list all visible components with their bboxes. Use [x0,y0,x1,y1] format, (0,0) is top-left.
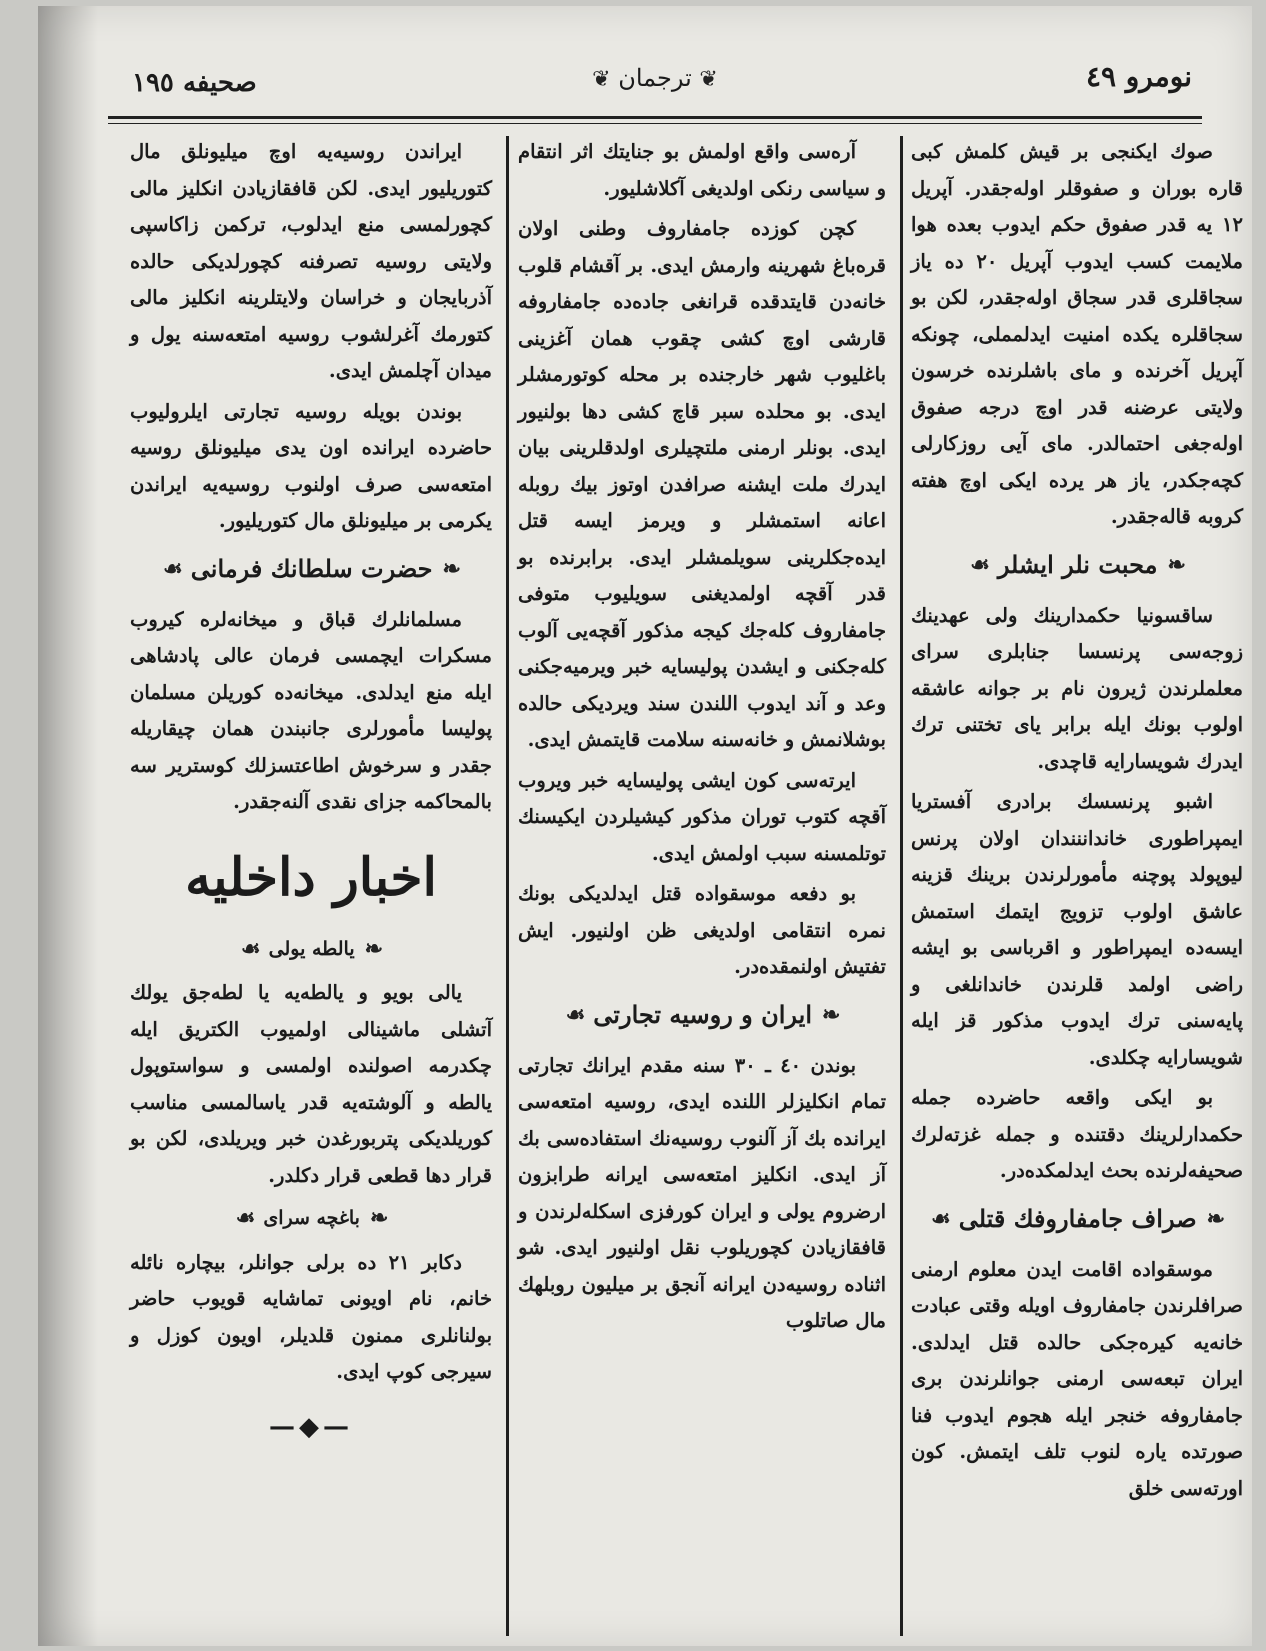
page-number: صحيفه ١٩٥ [132,68,257,98]
paragraph: صوك ايكنجى بر قيش كلمش كبى قاره بوران و صفوقلر اوله‌جقدر. آپريل ١٢ يه قدر صفوق حكم ايدوب بعده هوا ملايمت كسب ايدوب آپريل ٢٠ ده ياز سجاقلرى قدر سجاق اوله‌جقدر، لكن بو سجاقلره يكده امنيت ايدلمملى، چونكه آپريل آخرنده و ماى باشلرنده خرسون ولايتى عرضنه قدر اوچ درجه صفوق اوله‌جغى احتمالدر. ماى آيى روزكارلى كچه‌جكدر، ياز هر يرده ايكى اوچ هفته كروبه قاله‌جقدر. [911,140,1243,528]
paragraph: بوندن ٤٠ ـ ٣٠ سنه مقدم ايرانك تجارتى تمام انكليزلر اللنده ايدى، روسيه امتعه‌سى ايرانده بك آز آلنوب روسيه‌نك استفاده‌سى بك آز ايدى. انكليز امتعه‌سى ايرانه طرابزون ارضروم يولى و ايران كورفزى اسكله‌لرندن و قافقازيادن كچوريلوب نقل اولنيور ايدى. شو اثناده روسيه‌دن ايرانه آنجق بر ميليون روبلهك مال صاتلوب [518,1053,886,1332]
subsection-heading [130,931,492,968]
header-rule [108,116,1202,119]
paragraph: آره‌سى واقع اولمش بو جنايتك اثر انتقام و سياسى رنكى اولديغى آكلاشليور. [518,140,886,200]
section-heading [518,1000,886,1030]
masthead [98,54,1212,114]
fleuron-icon: ☙ [970,551,988,578]
newspaper-title-text: ترجمان [618,64,692,92]
heading-text: حضرت سلطانك فرمانى [190,553,433,583]
subsection-heading [130,1200,492,1237]
fleuron-icon: ❧ [822,1001,839,1028]
paragraph: يالى بويو و يالطه‌يه يا لطه‌جق يولك آتشلى ماشينالى اولميوب الكتريق ايله چكدرمه اصولنده اولمسى و سواستوپول يالطه و آلوشته‌يه قدر ياسالمسى مناسب كوريلديكى پتربورغدن خبر ويريلدى، لكن بو قرار دها قطعى قرار دكلدر. [130,981,492,1187]
paragraph: ايرته‌سى كون ايشى پوليسايه خبر ويروب آقچه كتوب توران مذكور كيشيلردن ايكيسنك توتلمسنه سبب اولمش ايدى. [518,768,886,865]
paragraph: بو ايكى واقعه حاضرده جمله حكمدارلرينك دقتنده و جمله غزته‌لرك صحيفه‌لرنده بحث ايدلمكده‌در. [911,1086,1243,1182]
column-right [911,134,1243,1634]
fleuron-icon: ☙ [930,1205,949,1232]
subheading-text: باغچه سراى [263,1207,360,1229]
heading-text: ايران و روسيه تجارتى [593,999,812,1029]
fleuron-icon: ☙ [240,935,259,962]
paragraph: بو دفعه موسقواده قتل ايدلديكى بونك نمره انتقامى اولديغى ظن اولنيور. ايش تفتيش اولنمقده‌در. [518,882,886,978]
heading-text: صراف جامفاروفك قتلى [958,1203,1197,1233]
column-divider [900,136,903,1636]
heading-text: محبت نلر ايشلر [997,549,1158,579]
paragraph: دكابر ٢١ ده برلى جوانلر، بيچاره نائله خانم، نام اويونى تماشايه قويوب حاضر بولنانلرى ممنون قلديلر، اويون كوزل و سيرجى كوپ ايدى. [130,1250,492,1383]
section-heading [911,1204,1243,1234]
newspaper-title [592,64,718,92]
column-middle [518,134,886,1634]
fleuron-icon: ❦ [699,67,718,92]
paragraph: ايراندن روسيه‌يه اوچ ميليونلق مال كتوريليور ايدى. لكن قافقازيادن انكليز مالى كچورلمسى منع ايدلوب، تركمن زاكاسپى ولايتى روسيه تصرفنه كچورلديكى حالده آذربايجان و خراسان ولايتلرينه انكليز مالى كتورمك آغرلشوب روسيه امتعه‌سنه يول و ميدان آچلمش ايدى. [130,140,492,382]
newspaper-page [38,6,1252,1646]
fleuron-icon: ❧ [442,555,459,582]
diamond-rule-icon: —◆— [269,1411,353,1442]
fleuron-icon: ☙ [565,1001,584,1028]
column-divider [506,136,509,1636]
paragraph: كچن كوزده جامفاروف وطنى اولان قره‌باغ شهرينه وارمش ايدى. بر آقشام قلوب خانه‌دن قايتدقده قرانغى جاده‌ده جامفاروفه قارشى اوچ كشى چقوب همان آغزينى باغليوب شهر خارجنده بر محله كوتورمشلر ايدى. بو محلده سبر قاچ كشى دها بولنيور ايدى. بونلر ارمنى ملتچيلرى اولدقلرينى بيان ايدرك ملت ايشنه صرافدن اوتوز بيك روبله اعانه استمشلر و ويرمز ايسه قتل ايده‌جكلرينى سويلمشلر ايدى. برابرنده بو قدر آقچه اولمديغنى سويليوب متوفى جامفاروف كله‌جك كيجه مذكور آقچه‌يى آلوب كله‌جكنى و ايشدن پوليسايه خبر ويرميه‌جكنى وعد و آند ايدوب اللندن سند ويرديكى حالده بوشلانمش و خانه‌سنه سلامت قايتمش ايدى. [518,217,886,751]
section-heading [911,550,1243,580]
fleuron-icon: ❧ [364,935,382,962]
binding-shadow [38,6,98,1646]
paragraph: مسلمانلرك قباق و ميخانه‌لره كيروب مسكرات ايچمسى فرمان عالى پادشاهى ايله منع ايدلدى. ميخانه‌ده كوريلن مسلمان پوليسا مأمورلرى جانبندن همان چيقاريله جقدر و سرخوش اطاعتسزلك كوسترير سه بالمحاكمه جزاى نقدى آلنه‌جقدر. [130,607,492,813]
fleuron-icon: ☙ [235,1205,254,1231]
issue-number: نومرو ٤٩ [1085,60,1192,93]
column-left [130,134,492,1634]
header-rule [108,123,1202,124]
fleuron-icon: ❧ [1206,1205,1224,1232]
section-heading [130,554,492,584]
fleuron-icon: ❧ [1167,551,1184,578]
fleuron-icon: ❧ [369,1205,387,1231]
paragraph: موسقواده اقامت ايدن معلوم ارمنى صرافلرندن جامفاروف اويله وقتى عبادت خانه‌يه كيره‌جكى حالده قتل ايدلدى. ايران تبعه‌سى ارمنى جوانلرندن برى جامفاروفه خنجر ايله هجوم ايدوب فنا صورتده ياره لنوب تلف ايتمش. كون اورته‌سى خلق [911,1257,1243,1500]
paragraph: اشبو پرنسسك برادرى آفستريا ايمپراطورى خانداننندان اولان پرنس ليوپولد پوچنه مأمورلرندن برينك قزينه عاشق اولوب تزويج ايتمك استمش ايسه‌ده ايمپراطور و اقرباسى بو ايشه راضى اولمد قلرندن خاندانلغى و پايه‌سنى ترك ايدوب مذكور قز ايله شويسارايه چكلدى. [911,790,1243,1069]
subheading-text: يالطه يولى [268,937,355,960]
paragraph: ساقسونيا حكمدارينك ولى عهدينك زوجه‌سى پرنسسا جنابلرى سراى معلملرندن ژيرون نام بر جوانه عاشقه اولوب بونك ايله برابر ياى تختنى ترك ايدرك شويسارايه قاچدى. [911,603,1243,773]
section-banner: اخبار داخليه [185,846,437,908]
fleuron-icon: ☙ [163,555,181,582]
paragraph: بوندن بويله روسيه تجارتى ايلروليوب حاضرده ايرانده اون يدى ميليونلق روسيه امتعه‌سى صرف اولنوب روسيه‌يه ايراندن يكرمى بر ميليونلق مال كتوريليور. [130,399,492,532]
fleuron-icon: ❦ [592,67,611,92]
